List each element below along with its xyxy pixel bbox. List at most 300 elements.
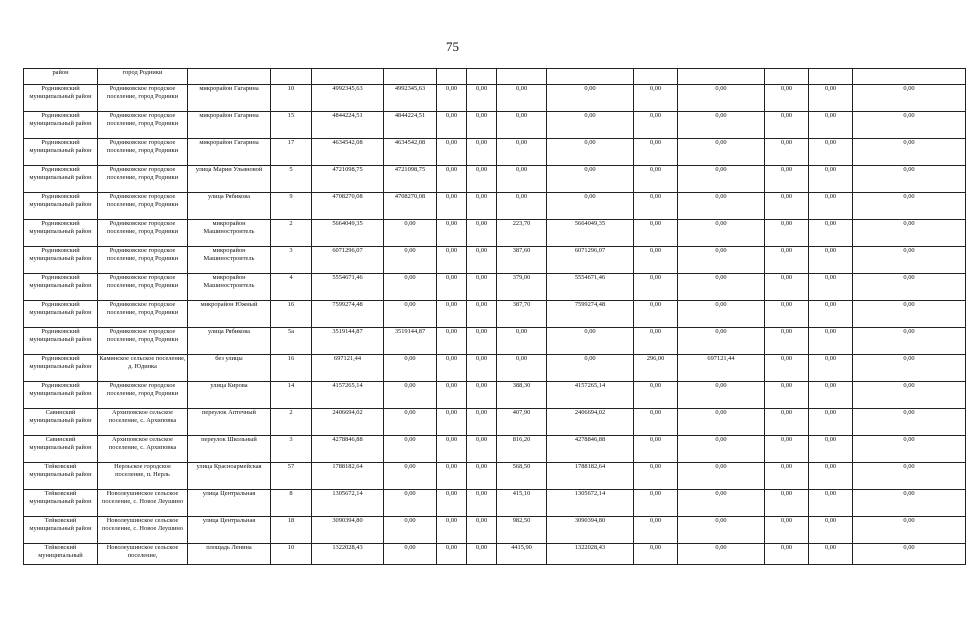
cell-house-number: 3 xyxy=(271,247,312,274)
cell-street: микрорайон Гагарина xyxy=(188,139,271,166)
cell-settlement: Родниковское городское поселение, город Родники xyxy=(98,112,188,139)
cell-col-8: 0,00 xyxy=(467,436,497,463)
cell-settlement: Родниковское городское поселение, город Родники xyxy=(98,85,188,112)
cell-street: микрорайон Машиностроитель xyxy=(188,247,271,274)
cell-col-12: 0,00 xyxy=(678,220,765,247)
cell-col-12: 0,00 xyxy=(678,544,765,565)
cell-col-8: 0,00 xyxy=(467,355,497,382)
cell-col-13: 0,00 xyxy=(765,112,809,139)
cell-col-15 xyxy=(853,69,966,85)
cell-col-7: 0,00 xyxy=(437,274,467,301)
table-row xyxy=(24,166,966,193)
table-body xyxy=(24,69,966,565)
cell-col-13: 0,00 xyxy=(765,463,809,490)
cell-col-13: 0,00 xyxy=(765,301,809,328)
cell-col-10: 7599274,48 xyxy=(547,301,634,328)
cell-district: Савинский муниципальный район xyxy=(24,409,98,436)
cell-total-cost: 4708270,08 xyxy=(312,193,384,220)
cell-col-6: 0,00 xyxy=(384,301,437,328)
cell-col-6: 4721098,75 xyxy=(384,166,437,193)
cell-col-13: 0,00 xyxy=(765,409,809,436)
cell-house-number: 18 xyxy=(271,517,312,544)
cell-col-7: 0,00 xyxy=(437,517,467,544)
table-row xyxy=(24,193,966,220)
cell-col-14: 0,00 xyxy=(809,301,853,328)
cell-area: 0,00 xyxy=(497,355,547,382)
cell-col-15: 0,00 xyxy=(853,193,966,220)
cell-street: улица Рябикова xyxy=(188,193,271,220)
cell-col-15: 0,00 xyxy=(853,247,966,274)
cell-col-11: 0,00 xyxy=(634,166,678,193)
cell-col-10: 4278846,88 xyxy=(547,436,634,463)
cell-settlement: Архиповское сельское поселение, с. Архиповка xyxy=(98,409,188,436)
cell-settlement: Нерльское городское поселение, п. Нерль xyxy=(98,463,188,490)
cell-col-12: 0,00 xyxy=(678,409,765,436)
cell-house-number: 9 xyxy=(271,193,312,220)
cell-col-7: 0,00 xyxy=(437,544,467,565)
table-row xyxy=(24,328,966,355)
cell-col-12 xyxy=(678,69,765,85)
cell-col-12: 0,00 xyxy=(678,85,765,112)
cell-district: Тейковский муниципальный район xyxy=(24,463,98,490)
cell-col-10: 0,00 xyxy=(547,139,634,166)
cell-area: 415,10 xyxy=(497,490,547,517)
housing-program-table xyxy=(23,68,966,565)
cell-col-7: 0,00 xyxy=(437,85,467,112)
cell-house-number: 5а xyxy=(271,328,312,355)
cell-col-12: 0,00 xyxy=(678,166,765,193)
cell-col-10: 5664049,35 xyxy=(547,220,634,247)
cell-col-12: 0,00 xyxy=(678,112,765,139)
cell-col-12: 0,00 xyxy=(678,274,765,301)
cell-col-6 xyxy=(384,69,437,85)
cell-col-12: 0,00 xyxy=(678,517,765,544)
cell-col-6: 0,00 xyxy=(384,355,437,382)
cell-district: Тейковский муниципальный район xyxy=(24,517,98,544)
cell-area: 0,00 xyxy=(497,328,547,355)
cell-col-6: 0,00 xyxy=(384,274,437,301)
table-row xyxy=(24,301,966,328)
cell-street: площадь Ленина xyxy=(188,544,271,565)
table-row xyxy=(24,139,966,166)
cell-col-14: 0,00 xyxy=(809,193,853,220)
cell-house-number: 3 xyxy=(271,436,312,463)
cell-col-8: 0,00 xyxy=(467,139,497,166)
cell-col-14: 0,00 xyxy=(809,220,853,247)
cell-house-number: 57 xyxy=(271,463,312,490)
cell-col-8: 0,00 xyxy=(467,274,497,301)
cell-col-14: 0,00 xyxy=(809,463,853,490)
cell-col-14: 0,00 xyxy=(809,436,853,463)
cell-col-13: 0,00 xyxy=(765,220,809,247)
cell-col-12: 0,00 xyxy=(678,247,765,274)
cell-area: 387,60 xyxy=(497,247,547,274)
cell-col-6: 0,00 xyxy=(384,247,437,274)
cell-col-13: 0,00 xyxy=(765,517,809,544)
cell-col-12: 0,00 xyxy=(678,463,765,490)
cell-settlement: Родниковское городское поселение, город Родники xyxy=(98,139,188,166)
cell-col-15: 0,00 xyxy=(853,301,966,328)
cell-col-8: 0,00 xyxy=(467,193,497,220)
cell-col-7: 0,00 xyxy=(437,355,467,382)
cell-col-8: 0,00 xyxy=(467,382,497,409)
cell-settlement: Родниковское городское поселение, город Родники xyxy=(98,193,188,220)
cell-settlement: город Родники xyxy=(98,69,188,85)
cell-street xyxy=(188,69,271,85)
cell-total-cost: 4844224,51 xyxy=(312,112,384,139)
cell-settlement: Родниковское городское поселение, город Родники xyxy=(98,247,188,274)
cell-col-14: 0,00 xyxy=(809,166,853,193)
cell-col-10: 2406694,02 xyxy=(547,409,634,436)
cell-col-13: 0,00 xyxy=(765,355,809,382)
cell-house-number: 8 xyxy=(271,490,312,517)
cell-col-7: 0,00 xyxy=(437,112,467,139)
table-row xyxy=(24,436,966,463)
cell-col-15: 0,00 xyxy=(853,85,966,112)
cell-col-15: 0,00 xyxy=(853,220,966,247)
cell-col-10: 5554671,46 xyxy=(547,274,634,301)
cell-house-number: 2 xyxy=(271,220,312,247)
cell-col-14: 0,00 xyxy=(809,328,853,355)
cell-col-7: 0,00 xyxy=(437,166,467,193)
cell-area: 223,70 xyxy=(497,220,547,247)
cell-total-cost: 1305672,14 xyxy=(312,490,384,517)
cell-col-10: 1322028,43 xyxy=(547,544,634,565)
cell-settlement: Родниковское городское поселение, город Родники xyxy=(98,220,188,247)
cell-district: Родниковский муниципальный район xyxy=(24,193,98,220)
cell-district: Родниковский муниципальный район xyxy=(24,112,98,139)
cell-col-10: 0,00 xyxy=(547,85,634,112)
cell-col-7: 0,00 xyxy=(437,436,467,463)
table-row xyxy=(24,517,966,544)
cell-street: улица Кирова xyxy=(188,382,271,409)
cell-col-14: 0,00 xyxy=(809,247,853,274)
cell-col-7: 0,00 xyxy=(437,139,467,166)
cell-total-cost: 4157265,14 xyxy=(312,382,384,409)
cell-col-13: 0,00 xyxy=(765,544,809,565)
cell-col-6: 0,00 xyxy=(384,382,437,409)
cell-house-number: 15 xyxy=(271,112,312,139)
cell-col-7: 0,00 xyxy=(437,463,467,490)
cell-col-10: 0,00 xyxy=(547,355,634,382)
cell-col-15: 0,00 xyxy=(853,517,966,544)
cell-col-6: 4844224,51 xyxy=(384,112,437,139)
cell-col-10: 6071296,07 xyxy=(547,247,634,274)
cell-district: Родниковский муниципальный район xyxy=(24,85,98,112)
cell-district: Родниковский муниципальный район xyxy=(24,247,98,274)
cell-col-12: 0,00 xyxy=(678,139,765,166)
cell-col-11: 0,00 xyxy=(634,247,678,274)
cell-col-11: 0,00 xyxy=(634,85,678,112)
cell-col-8 xyxy=(467,69,497,85)
cell-col-8: 0,00 xyxy=(467,301,497,328)
cell-col-8: 0,00 xyxy=(467,517,497,544)
cell-area: 4415,90 xyxy=(497,544,547,565)
cell-col-8: 0,00 xyxy=(467,409,497,436)
cell-area: 982,50 xyxy=(497,517,547,544)
cell-col-10 xyxy=(547,69,634,85)
cell-col-10: 3090394,80 xyxy=(547,517,634,544)
cell-col-7: 0,00 xyxy=(437,409,467,436)
cell-col-6: 0,00 xyxy=(384,220,437,247)
cell-total-cost: 697121,44 xyxy=(312,355,384,382)
cell-street: микрорайон Южный xyxy=(188,301,271,328)
cell-street: улица Центральная xyxy=(188,490,271,517)
cell-col-15: 0,00 xyxy=(853,409,966,436)
cell-col-14: 0,00 xyxy=(809,517,853,544)
cell-total-cost: 3090394,80 xyxy=(312,517,384,544)
cell-col-10: 4157265,14 xyxy=(547,382,634,409)
cell-col-7: 0,00 xyxy=(437,301,467,328)
cell-street: микрорайон Машиностроитель xyxy=(188,220,271,247)
cell-district: Родниковский муниципальный район xyxy=(24,274,98,301)
cell-col-6: 3519144,87 xyxy=(384,328,437,355)
cell-street: микрорайон Гагарина xyxy=(188,112,271,139)
cell-house-number xyxy=(271,69,312,85)
cell-area: 0,00 xyxy=(497,85,547,112)
cell-street: улица Красноармейская xyxy=(188,463,271,490)
cell-settlement: Архиповское сельское поселение, с. Архиповка xyxy=(98,436,188,463)
cell-col-10: 0,00 xyxy=(547,328,634,355)
cell-house-number: 4 xyxy=(271,274,312,301)
table-row xyxy=(24,463,966,490)
cell-col-12: 0,00 xyxy=(678,193,765,220)
cell-col-6: 0,00 xyxy=(384,490,437,517)
cell-col-11: 0,00 xyxy=(634,301,678,328)
cell-col-11: 0,00 xyxy=(634,274,678,301)
cell-col-7: 0,00 xyxy=(437,328,467,355)
cell-col-7: 0,00 xyxy=(437,220,467,247)
cell-total-cost: 3519144,87 xyxy=(312,328,384,355)
cell-settlement: Родниковское городское поселение, город Родники xyxy=(98,382,188,409)
cell-col-13: 0,00 xyxy=(765,85,809,112)
cell-total-cost: 4634542,08 xyxy=(312,139,384,166)
cell-col-15: 0,00 xyxy=(853,382,966,409)
cell-col-8: 0,00 xyxy=(467,328,497,355)
cell-col-12: 697121,44 xyxy=(678,355,765,382)
cell-col-15: 0,00 xyxy=(853,436,966,463)
cell-col-11: 0,00 xyxy=(634,328,678,355)
table-row xyxy=(24,247,966,274)
cell-district: Родниковский муниципальный район xyxy=(24,355,98,382)
cell-col-14: 0,00 xyxy=(809,355,853,382)
cell-district: Савинский муниципальный район xyxy=(24,436,98,463)
cell-area: 387,70 xyxy=(497,301,547,328)
cell-col-11: 0,00 xyxy=(634,112,678,139)
cell-district: Родниковский муниципальный район xyxy=(24,220,98,247)
cell-house-number: 10 xyxy=(271,544,312,565)
cell-col-13: 0,00 xyxy=(765,274,809,301)
cell-street: улица Центральная xyxy=(188,517,271,544)
cell-col-6: 0,00 xyxy=(384,436,437,463)
cell-house-number: 16 xyxy=(271,301,312,328)
cell-col-14 xyxy=(809,69,853,85)
cell-district: район xyxy=(24,69,98,85)
table-row xyxy=(24,409,966,436)
table-row xyxy=(24,112,966,139)
cell-settlement: Родниковское городское поселение, город Родники xyxy=(98,274,188,301)
cell-col-15: 0,00 xyxy=(853,355,966,382)
cell-total-cost: 5554671,46 xyxy=(312,274,384,301)
cell-col-15: 0,00 xyxy=(853,490,966,517)
cell-settlement: Родниковское городское поселение, город Родники xyxy=(98,166,188,193)
cell-col-14: 0,00 xyxy=(809,85,853,112)
cell-col-8: 0,00 xyxy=(467,166,497,193)
cell-col-11: 0,00 xyxy=(634,382,678,409)
cell-col-7: 0,00 xyxy=(437,490,467,517)
cell-area: 407,90 xyxy=(497,409,547,436)
cell-area: 0,00 xyxy=(497,193,547,220)
table-row xyxy=(24,544,966,565)
cell-settlement: Новолеушинское сельское поселение, xyxy=(98,544,188,565)
cell-col-7: 0,00 xyxy=(437,193,467,220)
cell-col-8: 0,00 xyxy=(467,463,497,490)
cell-street: улица Рябикова xyxy=(188,328,271,355)
cell-col-10: 1788182,64 xyxy=(547,463,634,490)
cell-col-12: 0,00 xyxy=(678,382,765,409)
cell-col-6: 0,00 xyxy=(384,544,437,565)
cell-total-cost: 5664049,35 xyxy=(312,220,384,247)
cell-col-8: 0,00 xyxy=(467,490,497,517)
cell-col-10: 0,00 xyxy=(547,112,634,139)
table-row xyxy=(24,274,966,301)
cell-house-number: 10 xyxy=(271,85,312,112)
cell-street: микрорайон Гагарина xyxy=(188,85,271,112)
cell-col-10: 1305672,14 xyxy=(547,490,634,517)
cell-col-13: 0,00 xyxy=(765,490,809,517)
cell-col-14: 0,00 xyxy=(809,274,853,301)
cell-col-12: 0,00 xyxy=(678,490,765,517)
cell-col-7 xyxy=(437,69,467,85)
cell-col-12: 0,00 xyxy=(678,328,765,355)
cell-col-8: 0,00 xyxy=(467,247,497,274)
cell-house-number: 16 xyxy=(271,355,312,382)
cell-settlement: Родниковское городское поселение, город Родники xyxy=(98,328,188,355)
cell-col-14: 0,00 xyxy=(809,544,853,565)
table-row xyxy=(24,355,966,382)
cell-col-13: 0,00 xyxy=(765,166,809,193)
cell-col-15: 0,00 xyxy=(853,166,966,193)
cell-col-11 xyxy=(634,69,678,85)
cell-col-10: 0,00 xyxy=(547,193,634,220)
cell-col-13: 0,00 xyxy=(765,328,809,355)
cell-col-14: 0,00 xyxy=(809,112,853,139)
cell-col-14: 0,00 xyxy=(809,139,853,166)
cell-col-11: 0,00 xyxy=(634,544,678,565)
cell-col-15: 0,00 xyxy=(853,139,966,166)
cell-col-11: 0,00 xyxy=(634,409,678,436)
cell-total-cost: 4278846,88 xyxy=(312,436,384,463)
cell-col-6: 4708270,08 xyxy=(384,193,437,220)
cell-house-number: 5 xyxy=(271,166,312,193)
cell-settlement: Новолеушинское сельское поселение, с. Новое Леушино xyxy=(98,490,188,517)
cell-col-8: 0,00 xyxy=(467,220,497,247)
cell-col-14: 0,00 xyxy=(809,490,853,517)
cell-total-cost: 1322028,43 xyxy=(312,544,384,565)
table-row xyxy=(24,85,966,112)
cell-col-8: 0,00 xyxy=(467,544,497,565)
cell-area: 0,00 xyxy=(497,166,547,193)
cell-col-13: 0,00 xyxy=(765,193,809,220)
cell-district: Тейковский муниципальный xyxy=(24,544,98,565)
cell-area: 816,20 xyxy=(497,436,547,463)
cell-col-11: 0,00 xyxy=(634,139,678,166)
cell-settlement: Новолеушинское сельское поселение, с. Новое Леушино xyxy=(98,517,188,544)
cell-col-15: 0,00 xyxy=(853,112,966,139)
cell-col-7: 0,00 xyxy=(437,247,467,274)
cell-house-number: 17 xyxy=(271,139,312,166)
cell-col-14: 0,00 xyxy=(809,409,853,436)
cell-area: 379,00 xyxy=(497,274,547,301)
table-row xyxy=(24,490,966,517)
cell-settlement: Родниковское городское поселение, город Родники xyxy=(98,301,188,328)
cell-col-6: 4992345,63 xyxy=(384,85,437,112)
cell-house-number: 14 xyxy=(271,382,312,409)
cell-street: переулок Школьный xyxy=(188,436,271,463)
cell-street: микрорайон Машиностроитель xyxy=(188,274,271,301)
cell-street: переулок Аптечный xyxy=(188,409,271,436)
cell-house-number: 2 xyxy=(271,409,312,436)
cell-col-11: 296,00 xyxy=(634,355,678,382)
cell-col-11: 0,00 xyxy=(634,517,678,544)
cell-col-13 xyxy=(765,69,809,85)
cell-total-cost: 7599274,48 xyxy=(312,301,384,328)
cell-col-12: 0,00 xyxy=(678,301,765,328)
table-row xyxy=(24,382,966,409)
cell-col-15: 0,00 xyxy=(853,274,966,301)
cell-district: Тейковский муниципальный район xyxy=(24,490,98,517)
cell-street: улица Марии Ульяновой xyxy=(188,166,271,193)
cell-col-13: 0,00 xyxy=(765,247,809,274)
cell-col-13: 0,00 xyxy=(765,382,809,409)
cell-area: 568,50 xyxy=(497,463,547,490)
cell-col-12: 0,00 xyxy=(678,436,765,463)
cell-col-6: 0,00 xyxy=(384,517,437,544)
cell-col-8: 0,00 xyxy=(467,85,497,112)
cell-col-11: 0,00 xyxy=(634,463,678,490)
cell-total-cost: 4721098,75 xyxy=(312,166,384,193)
cell-col-15: 0,00 xyxy=(853,328,966,355)
cell-col-11: 0,00 xyxy=(634,193,678,220)
cell-col-13: 0,00 xyxy=(765,436,809,463)
page-number: 75 xyxy=(446,39,459,54)
cell-area: 0,00 xyxy=(497,112,547,139)
cell-col-15: 0,00 xyxy=(853,544,966,565)
cell-col-14: 0,00 xyxy=(809,382,853,409)
cell-col-7: 0,00 xyxy=(437,382,467,409)
cell-col-11: 0,00 xyxy=(634,490,678,517)
cell-total-cost: 1788182,64 xyxy=(312,463,384,490)
cell-col-11: 0,00 xyxy=(634,220,678,247)
cell-col-15: 0,00 xyxy=(853,463,966,490)
cell-col-6: 0,00 xyxy=(384,409,437,436)
cell-col-11: 0,00 xyxy=(634,436,678,463)
table-row xyxy=(24,220,966,247)
cell-area: 0,00 xyxy=(497,139,547,166)
cell-settlement: Каминское сельское поселение, д. Юдинка xyxy=(98,355,188,382)
cell-col-6: 0,00 xyxy=(384,463,437,490)
cell-total-cost: 4992345,63 xyxy=(312,85,384,112)
cell-col-6: 4634542,08 xyxy=(384,139,437,166)
cell-col-10: 0,00 xyxy=(547,166,634,193)
cell-district: Родниковский муниципальный район xyxy=(24,166,98,193)
cell-total-cost: 2406694,02 xyxy=(312,409,384,436)
cell-area xyxy=(497,69,547,85)
cell-district: Родниковский муниципальный район xyxy=(24,139,98,166)
cell-total-cost: 6071296,07 xyxy=(312,247,384,274)
cell-total-cost xyxy=(312,69,384,85)
cell-district: Родниковский муниципальный район xyxy=(24,301,98,328)
